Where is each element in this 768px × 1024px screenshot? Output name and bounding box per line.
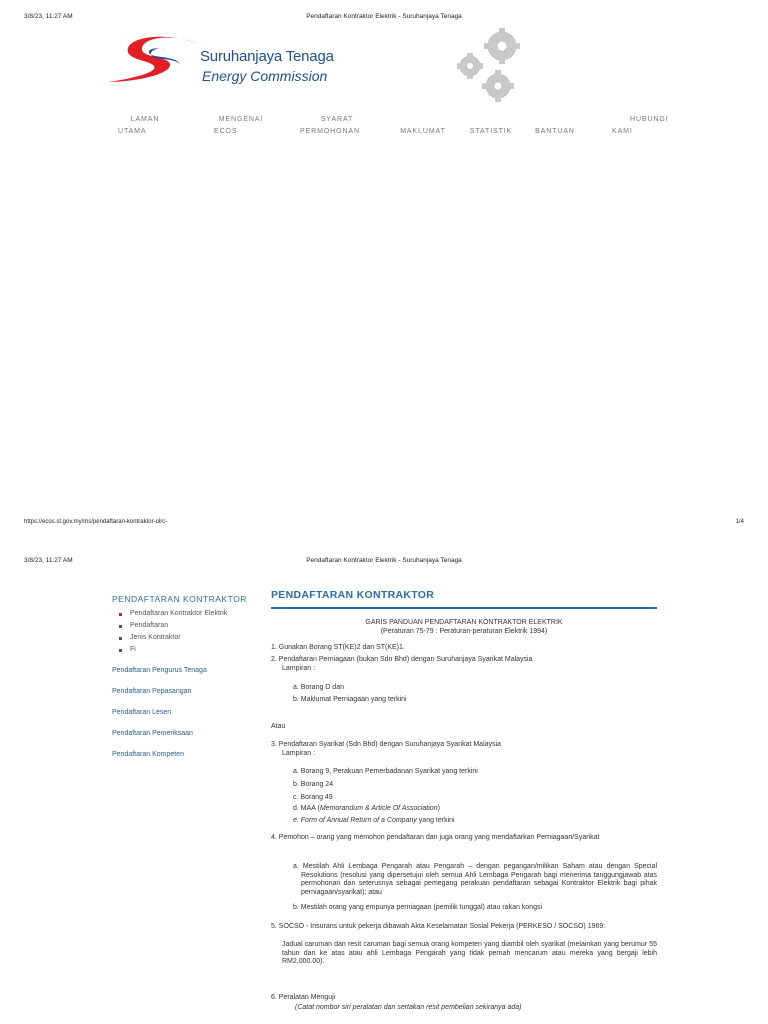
gears-icon: [456, 24, 528, 108]
sidebar-links: [112, 667, 262, 759]
sidebar-submenu: [112, 610, 262, 654]
nav-label-line1: [528, 114, 582, 126]
item-3a: a. Borang 9, Perakuan Pemerbadanan Syarikat yang terkini: [293, 768, 478, 775]
main-content: [271, 589, 657, 1011]
nav-label-line2: STATISTIK: [469, 128, 513, 135]
nav-label-line2: UTAMA: [118, 128, 147, 135]
item-3c: c. Borang 49: [293, 794, 333, 801]
sidebar-title[interactable]: PENDAFTARAN KONTRAKTOR: [112, 594, 247, 604]
sidebar-item-jenis-kontraktor[interactable]: Jenis Kontraktor: [112, 634, 262, 642]
item-6: 6. Peralatan Menguji: [271, 994, 336, 1001]
item-5-body: Jadual caruman dan resit caruman bagi semua orang kompeten yang diambil oleh syarikat (melainkan yang berumur 55 tahun dan ke atas atau ahli Lembaga Pengarah yang tidak pernah mencarum atau mereka yang bergaji lebih RM2,000.00).: [282, 941, 657, 966]
logo-text-malay: Suruhanjaya Tenaga: [200, 48, 334, 65]
item-3-lampiran: Lampiran :: [282, 750, 316, 757]
print-title: Pendaftaran Kontraktor Elektrik - Suruhanjaya Tenaga: [306, 13, 462, 20]
atau-text: Atau: [271, 723, 286, 730]
nav-syarat-permohonan[interactable]: [300, 114, 362, 138]
nav-maklumat[interactable]: [396, 114, 450, 138]
nav-label-line1: HUBUNGI: [630, 116, 669, 123]
page-title: PENDAFTARAN KONTRAKTOR: [271, 589, 657, 609]
guide-title-main: GARIS PANDUAN PENDAFTARAN KONTRAKTOR ELEKTRIK: [365, 619, 563, 626]
item-2: 2. Pendaftaran Perniagaan (bukan Sdn Bhd) dengan Suruhanjaya Syarikat Malaysia: [271, 656, 533, 663]
nav-label-line2: MAKLUMAT: [400, 128, 446, 135]
guide-title: [271, 618, 657, 636]
sidebar-item-pendaftaran[interactable]: Pendaftaran: [112, 622, 262, 630]
item-4-text: 4. Pemohon – orang yang memohon pendaftaran dan juga orang yang mendaftarkan Perniagaan/Syarikat: [271, 834, 600, 841]
logo-swoosh-icon: [106, 34, 202, 86]
item-2a: a. Borang D dan: [293, 684, 344, 691]
item-2b: b. Maklumat Perniagaan yang terkini: [293, 696, 407, 703]
item-5-text: 5. SOCSO - Insurans untuk pekerja dibawah Akta Keselamatan Sosial Pekerja (PERKESO / SOCSO) 1969:: [271, 923, 606, 930]
nav-laman-utama[interactable]: [118, 114, 172, 138]
nav-label-line2: KAMI: [612, 128, 633, 135]
nav-label-line1: MENGENAI: [218, 116, 264, 123]
sidebar-link-pemeriksaan[interactable]: Pendaftaran Pemeriksaan: [112, 730, 193, 737]
nav-label-line2: BANTUAN: [535, 128, 575, 135]
item-3e: [271, 817, 657, 826]
main-nav: [0, 114, 768, 144]
sidebar-link-pepasangan[interactable]: Pendaftaran Pepasangan: [112, 688, 192, 695]
nav-mengenai-ecos[interactable]: [214, 114, 268, 138]
nav-label-line2: ECOS: [214, 128, 238, 135]
sidebar-item-pendaftaran-kontraktor-elektrik[interactable]: Pendaftaran Kontraktor Elektrik: [112, 610, 262, 618]
item-3d-suffix: ): [437, 805, 440, 812]
item-6-note-text: (Catat nombor siri peralatan dan sertakan resit pembelian sekiranya ada): [295, 1004, 522, 1011]
item-3d-italic: Memorandum & Article Of Association: [319, 805, 438, 812]
nav-hubungi-kami[interactable]: [612, 114, 669, 138]
nav-label-line1: LAMAN: [130, 116, 160, 123]
item-3b: b. Borang 24: [293, 781, 334, 788]
print-title: Pendaftaran Kontraktor Elektrik - Suruhanjaya Tenaga: [306, 557, 462, 564]
print-datetime: 3/8/23, 11:27 AM: [24, 13, 73, 20]
nav-bantuan[interactable]: [528, 114, 582, 138]
item-4a: [271, 863, 657, 897]
nav-label-line1: SYARAT: [320, 116, 354, 123]
item-3d: [271, 805, 657, 814]
print-url: https://ecos.st.gov.my/ms/pendaftaran-kontraktor-olrc-: [24, 519, 168, 525]
nav-label-line1: [396, 114, 450, 126]
item-3d-prefix: d. MAA (: [293, 805, 320, 812]
item-4a-text: a. Mestilah Ahli Lembaga Pengarah atau Pengarah – dengan pegangan/milikan Saham atau dengan Special Resolutions (resolusi yang dipersetujui oleh semua Ahli Lembaga Pengarah bagi menerima tanggungjawab atas permohonan dan seterusnya sebagai pemegang perakuan pendaftaran sebagai Kontraktor Elektrik bagi pihak perniagaan/syarikat); atau: [293, 863, 657, 896]
item-5: [271, 923, 657, 932]
item-4: [271, 834, 657, 843]
item-3: 3. Pendaftaran Syarikat (Sdn Bhd) dengan Suruhanjaya Syarikat Malaysia: [271, 741, 501, 748]
item-1: 1. Gunakan Borang ST(KE)2 dan ST(KE)1.: [271, 644, 405, 651]
print-page-number: 1/4: [735, 519, 744, 525]
item-3e-suffix: yang terkini: [416, 817, 455, 824]
sidebar-link-lesen[interactable]: Pendaftaran Lesen: [112, 709, 172, 716]
sidebar-link-pengurus-tenaga[interactable]: Pendaftaran Pengurus Tenaga: [112, 667, 207, 674]
sidebar-link-kompeten[interactable]: Pendaftaran Kompeten: [112, 751, 184, 758]
item-2-lampiran: Lampiran :: [282, 665, 316, 672]
sidebar: [112, 594, 262, 759]
guide-title-sub: (Peraturan 75-79 : Peraturan-peraturan Elektrik 1994): [380, 628, 548, 635]
nav-statistik[interactable]: [464, 114, 518, 138]
nav-label-line1: [464, 114, 518, 126]
item-3e-italic: e. Form of Annual Return of a Company: [293, 817, 417, 824]
logo-text-english: Energy Commission: [202, 68, 328, 84]
nav-label-line2: PERMOHONAN: [300, 128, 360, 135]
item-6-note: [271, 1004, 657, 1013]
site-logo[interactable]: [106, 34, 376, 86]
print-datetime: 3/8/23, 11:27 AM: [24, 557, 73, 564]
sidebar-item-fi[interactable]: Fi: [112, 646, 262, 654]
item-4b: b. Mestilah orang yang empunya perniagaan (pemilik tunggal) atau rakan kongsi: [293, 904, 543, 911]
